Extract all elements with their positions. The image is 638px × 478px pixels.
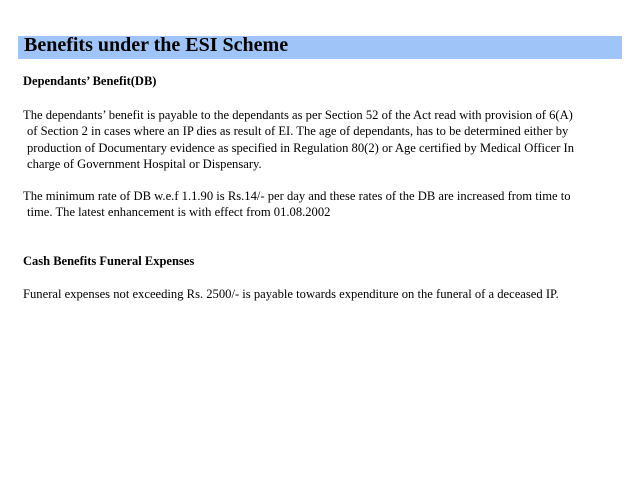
section-heading-dependants-benefit: Dependants’ Benefit(DB) <box>23 74 157 88</box>
paragraph-line: production of Documentary evidence as specified in Regulation 80(2) or Age certified by Medical Officer In <box>27 140 575 155</box>
paragraph-line: charge of Government Hospital or Dispensary. <box>27 157 262 172</box>
paragraph-line: The minimum rate of DB w.e.f 1.1.90 is Rs.14/- per day and these rates of the DB are increased from time to <box>23 189 571 203</box>
slide-title: Benefits under the ESI Scheme <box>24 34 289 56</box>
paragraph-line: of Section 2 in cases where an IP dies as result of EI. The age of dependants, has to be determined either by <box>27 124 569 139</box>
slide-title-bar <box>18 36 622 59</box>
paragraph-funeral-expenses <box>23 286 623 302</box>
section-heading-funeral-expenses: Cash Benefits Funeral Expenses <box>23 254 195 268</box>
paragraph-line: time. The latest enhancement is with effect from 01.08.2002 <box>27 205 331 220</box>
paragraph-line: Funeral expenses not exceeding Rs. 2500/- is payable towards expenditure on the funeral of a deceased IP. <box>23 287 559 301</box>
paragraph-line: The dependants’ benefit is payable to the dependants as per Section 52 of the Act read with provision of 6(A) <box>23 108 573 122</box>
paragraph-dependants-benefit-rate <box>23 188 623 221</box>
paragraph-dependants-benefit-eligibility <box>23 107 623 173</box>
